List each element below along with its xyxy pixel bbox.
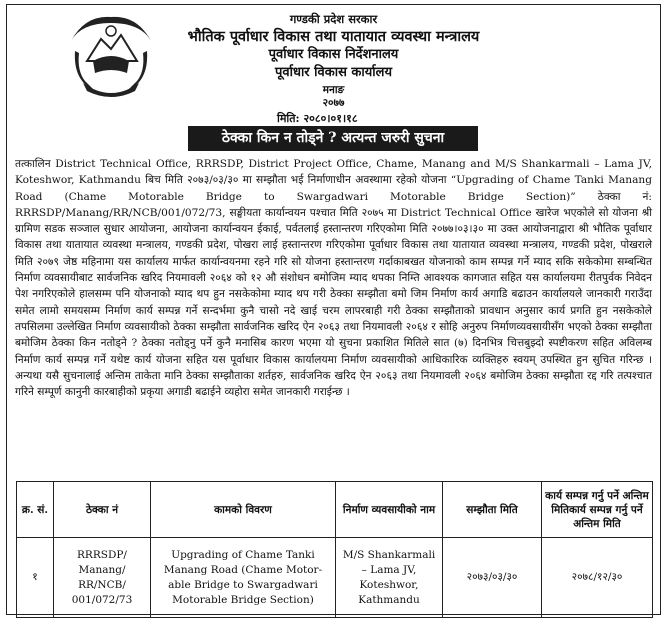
office-title: पूर्वाधार विकास कार्यालय bbox=[274, 65, 393, 80]
cell-sn: १ bbox=[17, 538, 54, 618]
cell-agreement-date: २०७३/०३/३० bbox=[443, 538, 542, 618]
header-contract-no: ठेक्का नं bbox=[54, 482, 151, 538]
header-sn: क्र. सं. bbox=[17, 482, 54, 538]
header-description: कामको विवरण bbox=[151, 482, 336, 538]
notice-date bbox=[277, 111, 358, 126]
province-government-title: गण्डकी प्रदेश सरकार bbox=[289, 12, 378, 26]
ministry-title: भौतिक पूर्वाधार विकास तथा यातायात व्यवस्था मन्त्रालय bbox=[187, 28, 480, 45]
cell-description: Upgrading of Chame Tanki Manang Road (Chame Motor-able Bridge to Swargadwari Motorable Bridge Section) bbox=[151, 538, 336, 618]
header-contractor: निर्माण व्यवसायीको नाम bbox=[336, 482, 443, 538]
table-header-row bbox=[17, 482, 653, 538]
established-year: २०७७ bbox=[322, 97, 345, 109]
cell-contract-no: RRRSDP/ Manang/ RR/NCB/ 001/072/73 bbox=[54, 538, 151, 618]
header-completion-date: कार्य सम्पन्न गर्नु पर्ने अन्तिम मितिकार्य सम्पन्न गर्नु पर्ने अन्तिम मिति bbox=[542, 482, 653, 538]
table-row bbox=[17, 538, 653, 618]
office-location: मनाङ bbox=[322, 84, 345, 96]
cell-contractor: M/S Shankarmali – Lama JV, Koteshwor, Kathmandu bbox=[336, 538, 443, 618]
contract-table bbox=[16, 481, 653, 618]
notice-page bbox=[6, 4, 661, 615]
date-label: मिति: bbox=[277, 112, 300, 125]
cell-completion-date: २०७८/१२/३० bbox=[542, 538, 653, 618]
directorate-title: पूर्वाधार विकास निर्देशनालय bbox=[268, 47, 399, 62]
header-agreement-date: सम्झौता मिति bbox=[443, 482, 542, 538]
notice-body-text: तत्कालिन District Technical Office, RRRSDP, District Project Office, Chame, Manang and M/S Shankarmali – Lama JV, Koteshwor, Kathmandu बिच मिति २०७३/०३/३० मा सम्झौता भई निर्माणाधीन अवस्थामा रहेको योजना “Upgrading of Chame Tanki Manang Road (Chame Motorable Bridge to Swargadwari Motorable Bridge Section)” ठेक्का नं: RRRSDP/Manang/RR/NCB/001/072/73, सङ्घीयता कार्यान्वयन पश्चात मिति २०७५ मा District Technical Office खारेज भएकोले सो योजना श्री ग्रामिण सडक सञ्जाल सुधार आयोजना, आयोजना कार्यान्वयन ईकाई, पर्वतलाई हस्तान्तरण गरिएकोमा मिति २०७७।०३।३० मा उक्त आयोजनाद्वारा श्री भौतिक पूर्वाधार विकास तथा यातायात व्यवस्था मन्त्रालय, गण्डकी प्रदेश, पोखरा लाई हस्तान्तरण गरिएकोमा पूर्वाधार विकास तथा यातायात व्यवस्था मन्त्रालय, गण्डकी प्रदेश, पोखराले मिति २०७९ जेष्ठ महिनामा यस कार्यालय मार्फत कार्यान्वयनमा रहने गरि सो योजना हस्तान्तरण गर्दाकाबखत योजनाको काम सम्पन्न गर्ने म्याद सकि सकेकोमा सम्बन्धित निर्माण व्यवसायीबाट सार्वजनिक खरिद नियमावली २०६४ को १२ औ संशोधन बमोजिम म्याद थपका निम्ति आवश्यक कागजात सहित यस कार्यालयमा रीतपुर्वक निवेदन पेश नगरिएकोले हालसम्म पनि योजनाको म्याद थप हुन नसकेकोमा म्याद थप गरी ठेक्का सम्झौता बमो जिम निर्माण कार्य अगाडि बढाउन कार्यालयले जानकारी गराउँदा समेत लामो समयसम्म निर्माण कार्य सम्पन्न गर्ने सन्दर्भमा कुनै चासो नदे खाई चरम लापरबाही गरी ठेक्का सम्झौताको प्रावधान अनुसार कार्य प्रगति हुन नसकेकोले तपसिलमा उल्लेखित निर्माण व्यवसायीको ठेक्का सम्झौता सार्वजनिक खरिद ऐन २०६३ तथा नियमावली २०६४ र सोहि अनुरुप निर्माणव्यवसायीसँग भएको ठेक्का सम्झौता बमोजिम ठेक्का किन नतोड्ने ? ठेक्का नतोड्नु पर्ने कुनै मनासिब कारण भएमा यो सुचना प्रकाशित मितिले सात (७) दिनभित्र चित्तबुझ्दो स्पष्टीकरण सहित अविलम्ब निर्माण कार्य सम्पन्न गर्ने यथेष्ट कार्य योजना सहित यस पूर्वाधार विकास कार्यालयमा निर्माण व्यवसायीको आधिकारिक व्यक्तिहरु स्वयम् उपस्थित हुन सुचित गरिन्छ । अन्यथा यसै सुचनालाई अन्तिम ताकेता मानि ठेक्का सम्झौताका शर्तहरु, सार्वजनिक खरिद ऐन २०६३ तथा नियमावली २०६४ बमोजिम ठेक्का सम्झौता रद्द गरि तत्पश्चात गरिने सम्पूर्ण कानुनी कारबाहीको प्रकृया अगाडी बढाईने व्यहोरा समेत जानकारी गराईन्छ । bbox=[15, 158, 652, 399]
date-value: २०८०।०१।१८ bbox=[303, 112, 358, 125]
notice-title-banner: ठेक्का किन न तोड्ने ? अत्यन्त जरुरी सुचना bbox=[188, 126, 478, 151]
